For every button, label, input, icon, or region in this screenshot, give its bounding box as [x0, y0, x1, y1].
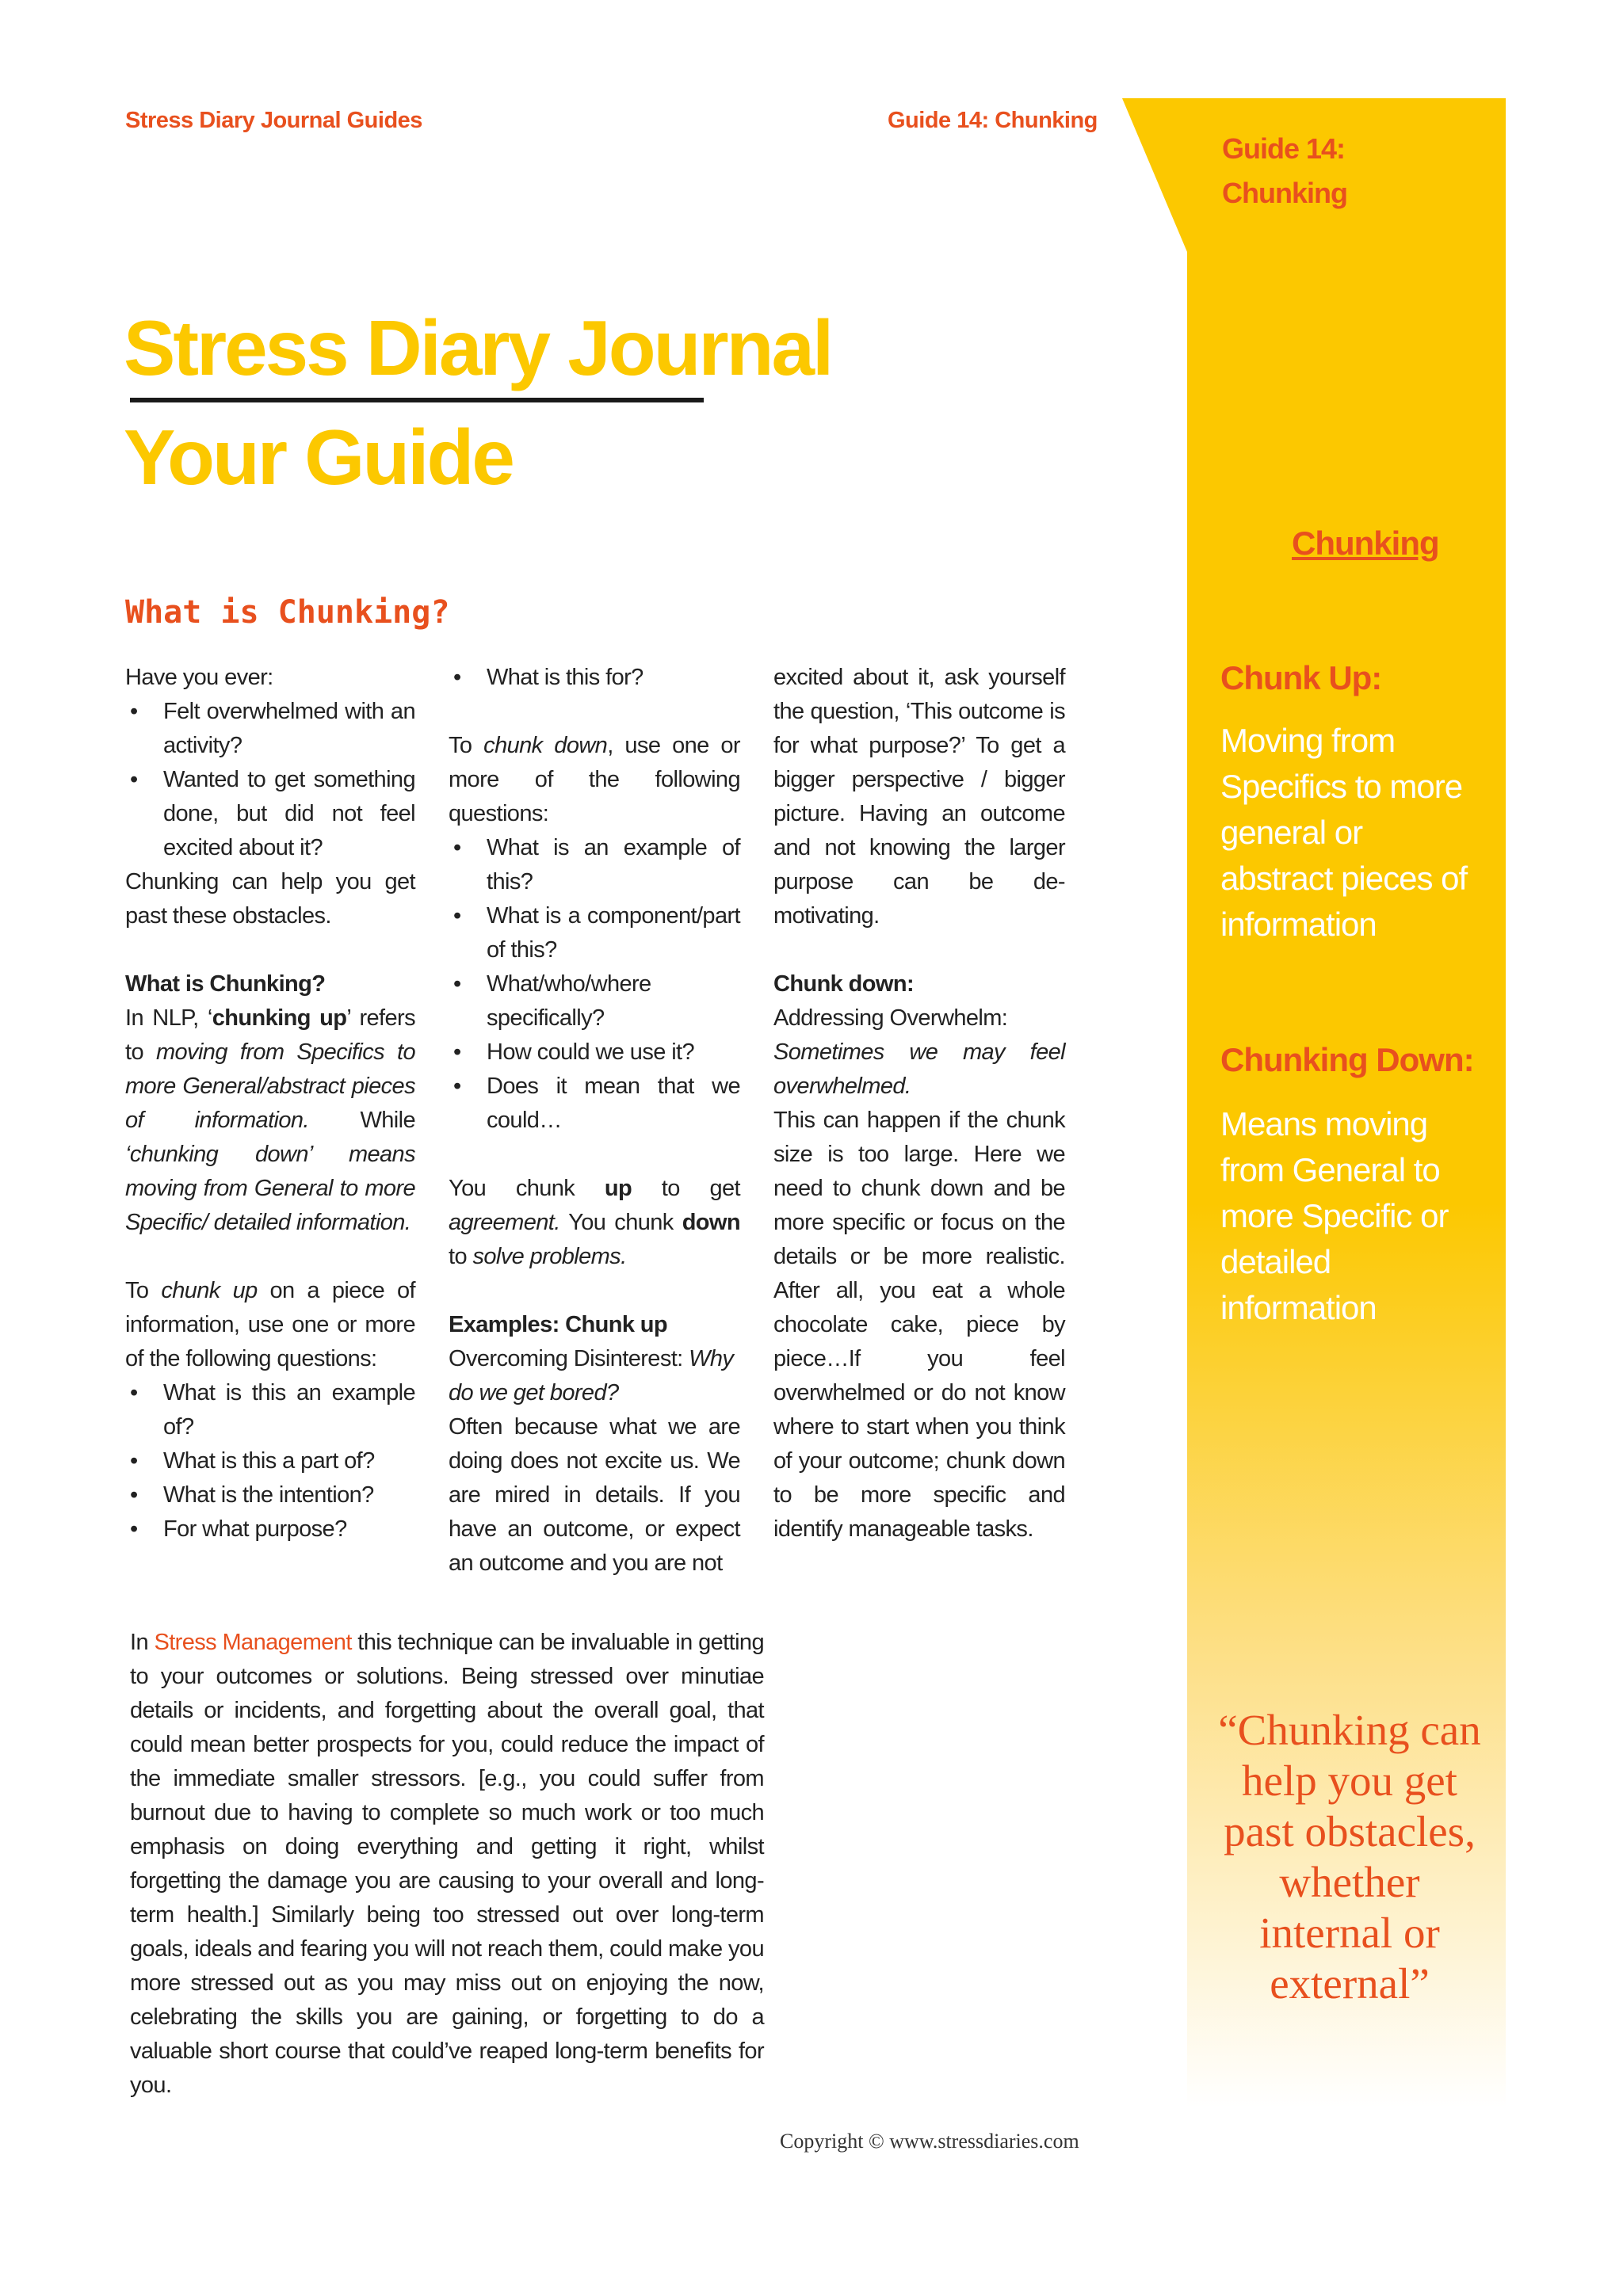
col2-overcoming — [449, 1342, 740, 1410]
list-item: • For what purpose? — [125, 1512, 415, 1547]
band-topic: Chunking — [1292, 524, 1439, 562]
col2-agreement — [449, 1172, 740, 1274]
col1-subhead: What is Chunking? — [125, 971, 326, 997]
list-item: • What is this a part of? — [125, 1444, 415, 1478]
band-tag-line1: Guide 14: — [1222, 132, 1346, 165]
chunk-down-heading: Chunking Down: — [1220, 1041, 1474, 1078]
col1-bullets2 — [125, 1376, 415, 1547]
text-italic: moving from Specifics to more General/abstract pieces of information. — [125, 1039, 415, 1133]
text: to get — [632, 1176, 740, 1201]
header-right: Guide 14: Chunking — [888, 108, 1098, 133]
stress-management-link[interactable]: Stress Management — [154, 1630, 352, 1655]
section-heading: What is Chunking? — [125, 594, 450, 631]
text-bold: down — [682, 1210, 740, 1235]
col1-nlp — [125, 1001, 415, 1240]
col1-after: Chunking can help you get past these obstacles. — [125, 869, 415, 929]
text: While — [308, 1108, 415, 1133]
list-item: • What/who/where specifically? — [449, 967, 740, 1035]
list-item: • What is the intention? — [125, 1478, 415, 1512]
col2-bullet-top — [449, 661, 740, 695]
col1-bullets1 — [125, 695, 415, 865]
list-item: • Does it mean that we could… — [449, 1070, 740, 1138]
column-2 — [449, 661, 740, 1581]
bottom-paragraph — [130, 1626, 764, 2103]
text-italic: chunk up — [161, 1278, 258, 1303]
copyright: Copyright © www.stressdiaries.com — [780, 2130, 1079, 2153]
text: In — [130, 1630, 155, 1655]
list-item: • What is this an example of? — [125, 1376, 415, 1444]
header-left: Stress Diary Journal Guides — [125, 108, 422, 133]
col2-often: Often because what we are doing does not excite us. We are mired in details. If you have an outcome, or expect an outcome and you are not — [449, 1414, 740, 1576]
col1-chunk-up — [125, 1274, 415, 1376]
text-italic: Why do we get bored? — [449, 1346, 734, 1405]
text: , use one or more of the following questions: — [449, 733, 740, 826]
chunk-down-text: Means moving from General to more Specific or detailed information — [1220, 1105, 1449, 1326]
text: You chunk — [559, 1210, 682, 1235]
list-item: • What is an example of this? — [449, 831, 740, 899]
chunk-up-heading: Chunk Up: — [1220, 659, 1382, 696]
text-bold: chunking up — [212, 1005, 347, 1031]
text: this technique can be invaluable in getting to your outcomes or solutions. Being stressed over minutiae details or incidents, and forgetting about the overall goal, that could mean better prospects for you, could reduce the impact of the immediate smaller stressors. [e.g., you could suffer from burnout due to having to complete so much work or too much emphasis on doing everything and getting it right, whilst forgetting the damage you are causing to your overall and long-term health.] Similarly being too stressed out over long-term goals, ideals and fearing you will not reach them, could make you more stressed out as you may miss out on enjoying the now, celebrating the skills you are gaining, or forgetting to do a valuable short course that could’ve reaped long-term benefits for you. — [130, 1630, 764, 2098]
list-item: • How could we use it? — [449, 1035, 740, 1070]
text: In NLP, ‘ — [125, 1005, 212, 1031]
col2-bullets — [449, 831, 740, 1138]
title-line1: Stress Diary Journal — [124, 304, 832, 391]
col2-examples: Examples: Chunk up — [449, 1312, 668, 1337]
text-italic: ‘chunking down’ means moving from General to more Specific/ detailed information. — [125, 1142, 415, 1235]
text: To — [125, 1278, 162, 1303]
text: To — [449, 733, 484, 758]
list-item: • Wanted to get something done, but did not feel excited about it? — [125, 763, 415, 865]
text-italic: chunk down — [483, 733, 608, 758]
col3-subhead: Chunk down: — [773, 971, 915, 997]
text-bold: up — [604, 1176, 632, 1201]
text: ’ refers to — [125, 1005, 415, 1065]
text-italic: solve problems. — [472, 1244, 627, 1269]
col3-addr: Addressing Overwhelm: — [773, 1005, 1008, 1031]
list-item: • What is a component/part of this? — [449, 899, 740, 967]
band-tag — [1222, 127, 1347, 215]
chunk-up-text: Moving from Specifics to more general or abstract pieces of information — [1220, 722, 1468, 943]
text: to — [449, 1244, 473, 1269]
list-item: • Felt overwhelmed with an activity? — [125, 695, 415, 763]
pull-quote: “Chunking can help you get past obstacles, whether internal or external” — [1218, 1706, 1481, 2008]
title-rule — [130, 398, 704, 402]
col1-intro: Have you ever: — [125, 665, 273, 690]
band-tag-line2: Chunking — [1222, 177, 1347, 209]
title-line2: Your Guide — [124, 414, 513, 501]
column-3 — [773, 661, 1065, 1547]
text: on a piece of information, use one or more of the following questions: — [125, 1278, 415, 1371]
text-italic: agreement. — [449, 1210, 560, 1235]
col3-cont: excited about it, ask yourself the question, ‘This outcome is for what purpose?’ To get a bigger perspective / bigger picture. Having an outcome and not knowing the larger purpose can be de-motivating. — [773, 665, 1065, 929]
list-item: • What is this for? — [449, 661, 740, 695]
text: You chunk — [449, 1176, 605, 1201]
col2-chunk-down — [449, 729, 740, 831]
col3-ital: Sometimes we may feel overwhelmed. — [773, 1039, 1065, 1099]
col3-body: This can happen if the chunk size is too large. Here we need to chunk down and be more specific or focus on the details or be more realistic. After all, you eat a whole chocolate cake, piece by piece…If you feel overwhelmed or do not know where to start when you think of your outcome; chunk down to be more specific and identify manageable tasks. — [773, 1108, 1065, 1542]
text: Overcoming Disinterest: — [449, 1346, 689, 1371]
column-1 — [125, 661, 415, 1547]
